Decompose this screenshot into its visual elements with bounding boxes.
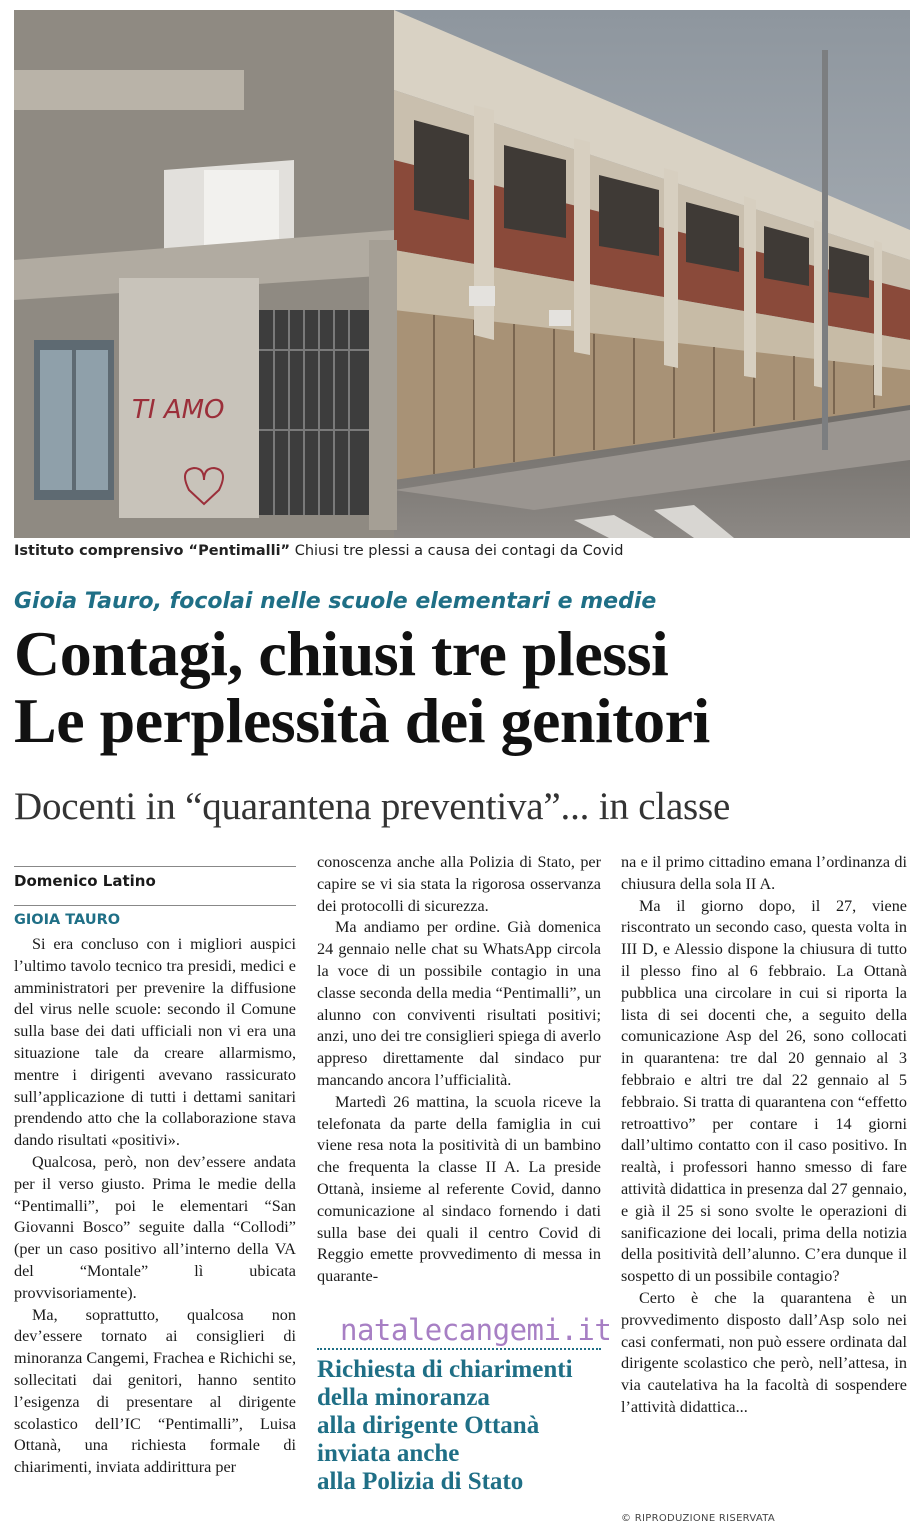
byline: Domenico Latino	[14, 866, 296, 891]
sidebar-line: inviata anche	[317, 1440, 460, 1467]
copyright-notice: © RIPRODUZIONE RISERVATA	[621, 1513, 776, 1524]
dateline: GIOIA TAURO	[14, 905, 296, 930]
watermark: natalecangemi.it	[340, 1313, 612, 1347]
sidebar-line: Richiesta di chiarimenti	[317, 1356, 573, 1383]
headline-line-2: Le perplessità dei genitori	[14, 685, 710, 756]
headline-line-1: Contagi, chiusi tre plessi	[14, 618, 669, 689]
paragraph: Martedì 26 mattina, la scuola riceve la telefonata da parte della famiglia in cui viene resa nota la positività di un bambino che frequenta la classe II A. La preside Ottanà, insieme al referente Covid, danno comunicazione al sindaco fornendo i dati sulla base dei quali il centro Covid di Reggio emette provvedimento di messa in quarante-	[317, 1092, 601, 1286]
article-column-3	[621, 852, 907, 1419]
paragraph: Ma, soprattutto, qualcosa non dev’essere tornato ai consiglieri di minoranza Cangemi, Frachea e Richichi se, sollecitati dai genitori, hanno sentito l’esigenza di presentare al dirigente scolastico dell’IC “Pentimalli”, Luisa Ottanà, una richiesta formale di chiarimenti, inviata addirittura per	[14, 1305, 296, 1477]
caption-text: Chiusi tre plessi a causa dei contagi da Covid	[290, 543, 624, 559]
article-column-1	[14, 852, 296, 1479]
caption-bold: Istituto comprensivo “Pentimalli”	[14, 543, 291, 559]
paragraph: Qualcosa, però, non dev’essere andata per il verso giusto. Prima le medie della “Pentimalli”, poi le elementari “San Giovanni Bosco” seguite dalla “Collodi” (per un caso positivo all’interno della VA del “Montale” lì ubicata provvisoriamente).	[14, 1152, 296, 1302]
paragraph: Certo è che la quarantena è un provvedimento disposto dall’Asp solo nei casi confermati, non può essere ordinata dal dirigente scolastico che però, nell’attesa, in via cautelativa ha la facoltà di sospendere l’attività didattica...	[621, 1288, 907, 1416]
graffiti-text: TI AMO	[132, 395, 225, 425]
kicker: Gioia Tauro, focolai nelle scuole elementari e medie	[14, 589, 657, 614]
photo-caption	[14, 543, 910, 559]
paragraph: na e il primo cittadino emana l’ordinanza di chiusura della sola II A.	[621, 853, 907, 893]
article-column-2	[317, 852, 601, 1288]
paragraph: Ma il giorno dopo, il 27, viene riscontrato un secondo caso, questa volta in III D, e Alessio dispone la chiusura di tutto il plesso fino al 6 febbraio. La Ottanà pubblica una circolare in cui si riporta la lista di sei docenti che, a seguito della comunicazione Asp del 26, sono collocati in quarantena: tre dal 20 gennaio al 3 febbraio e altri tre dal 22 gennaio al 5 febbraio. Si tratta di quarantena con “effetto retroattivo” per contare i 14 giorni dall’ultimo contatto con il caso positivo. In realtà, i professori hanno smesso di fare attività didattica in presenza dal 27 gennaio, e già il 25 si sono svolte le operazioni di sanificazione dei locali, prima della notizia della positività dell’alunno. C’era dunque il sospetto di un possibile contagio?	[621, 896, 907, 1286]
sidebar-line: alla dirigente Ottanà	[317, 1412, 540, 1439]
headline	[14, 620, 910, 754]
paragraph: Ma andiamo per ordine. Già domenica 24 gennaio nelle chat su WhatsApp circola la voce di un possibile contagio in una classe seconda della media “Pentimalli”, un alunno con conviventi risultati positivi; anzi, uno dei tre consiglieri spiega di averlo appreso direttamente dal sindaco pur mancando ancora l’ufficialità.	[317, 918, 601, 1089]
paragraph: Si era concluso con i migliori auspici l’ultimo tavolo tecnico tra presidi, medici e amministratori per prevenire la diffusione del virus nelle scuole: secondo il Comune sulla base dei dati ufficiali non vi era una situazione tale da creare allarmismo, mentre i dirigenti avevano rassicurato sull’applicazione di tutti i dettami sanitari prendendo atto che la collaborazione stava dando risultati «positivi».	[14, 935, 296, 1150]
sidebar-callout	[317, 1348, 601, 1496]
school-building-illustration	[14, 10, 910, 538]
paragraph: conoscenza anche alla Polizia di Stato, per capire se vi sia stata la rigorosa osservanza dei protocolli di sicurezza.	[317, 853, 601, 915]
subheadline: Docenti in “quarantena preventiva”... in classe	[14, 785, 731, 828]
school-building-photo	[14, 10, 910, 538]
sidebar-line: della minoranza	[317, 1384, 490, 1411]
sidebar-line: alla Polizia di Stato	[317, 1468, 524, 1495]
